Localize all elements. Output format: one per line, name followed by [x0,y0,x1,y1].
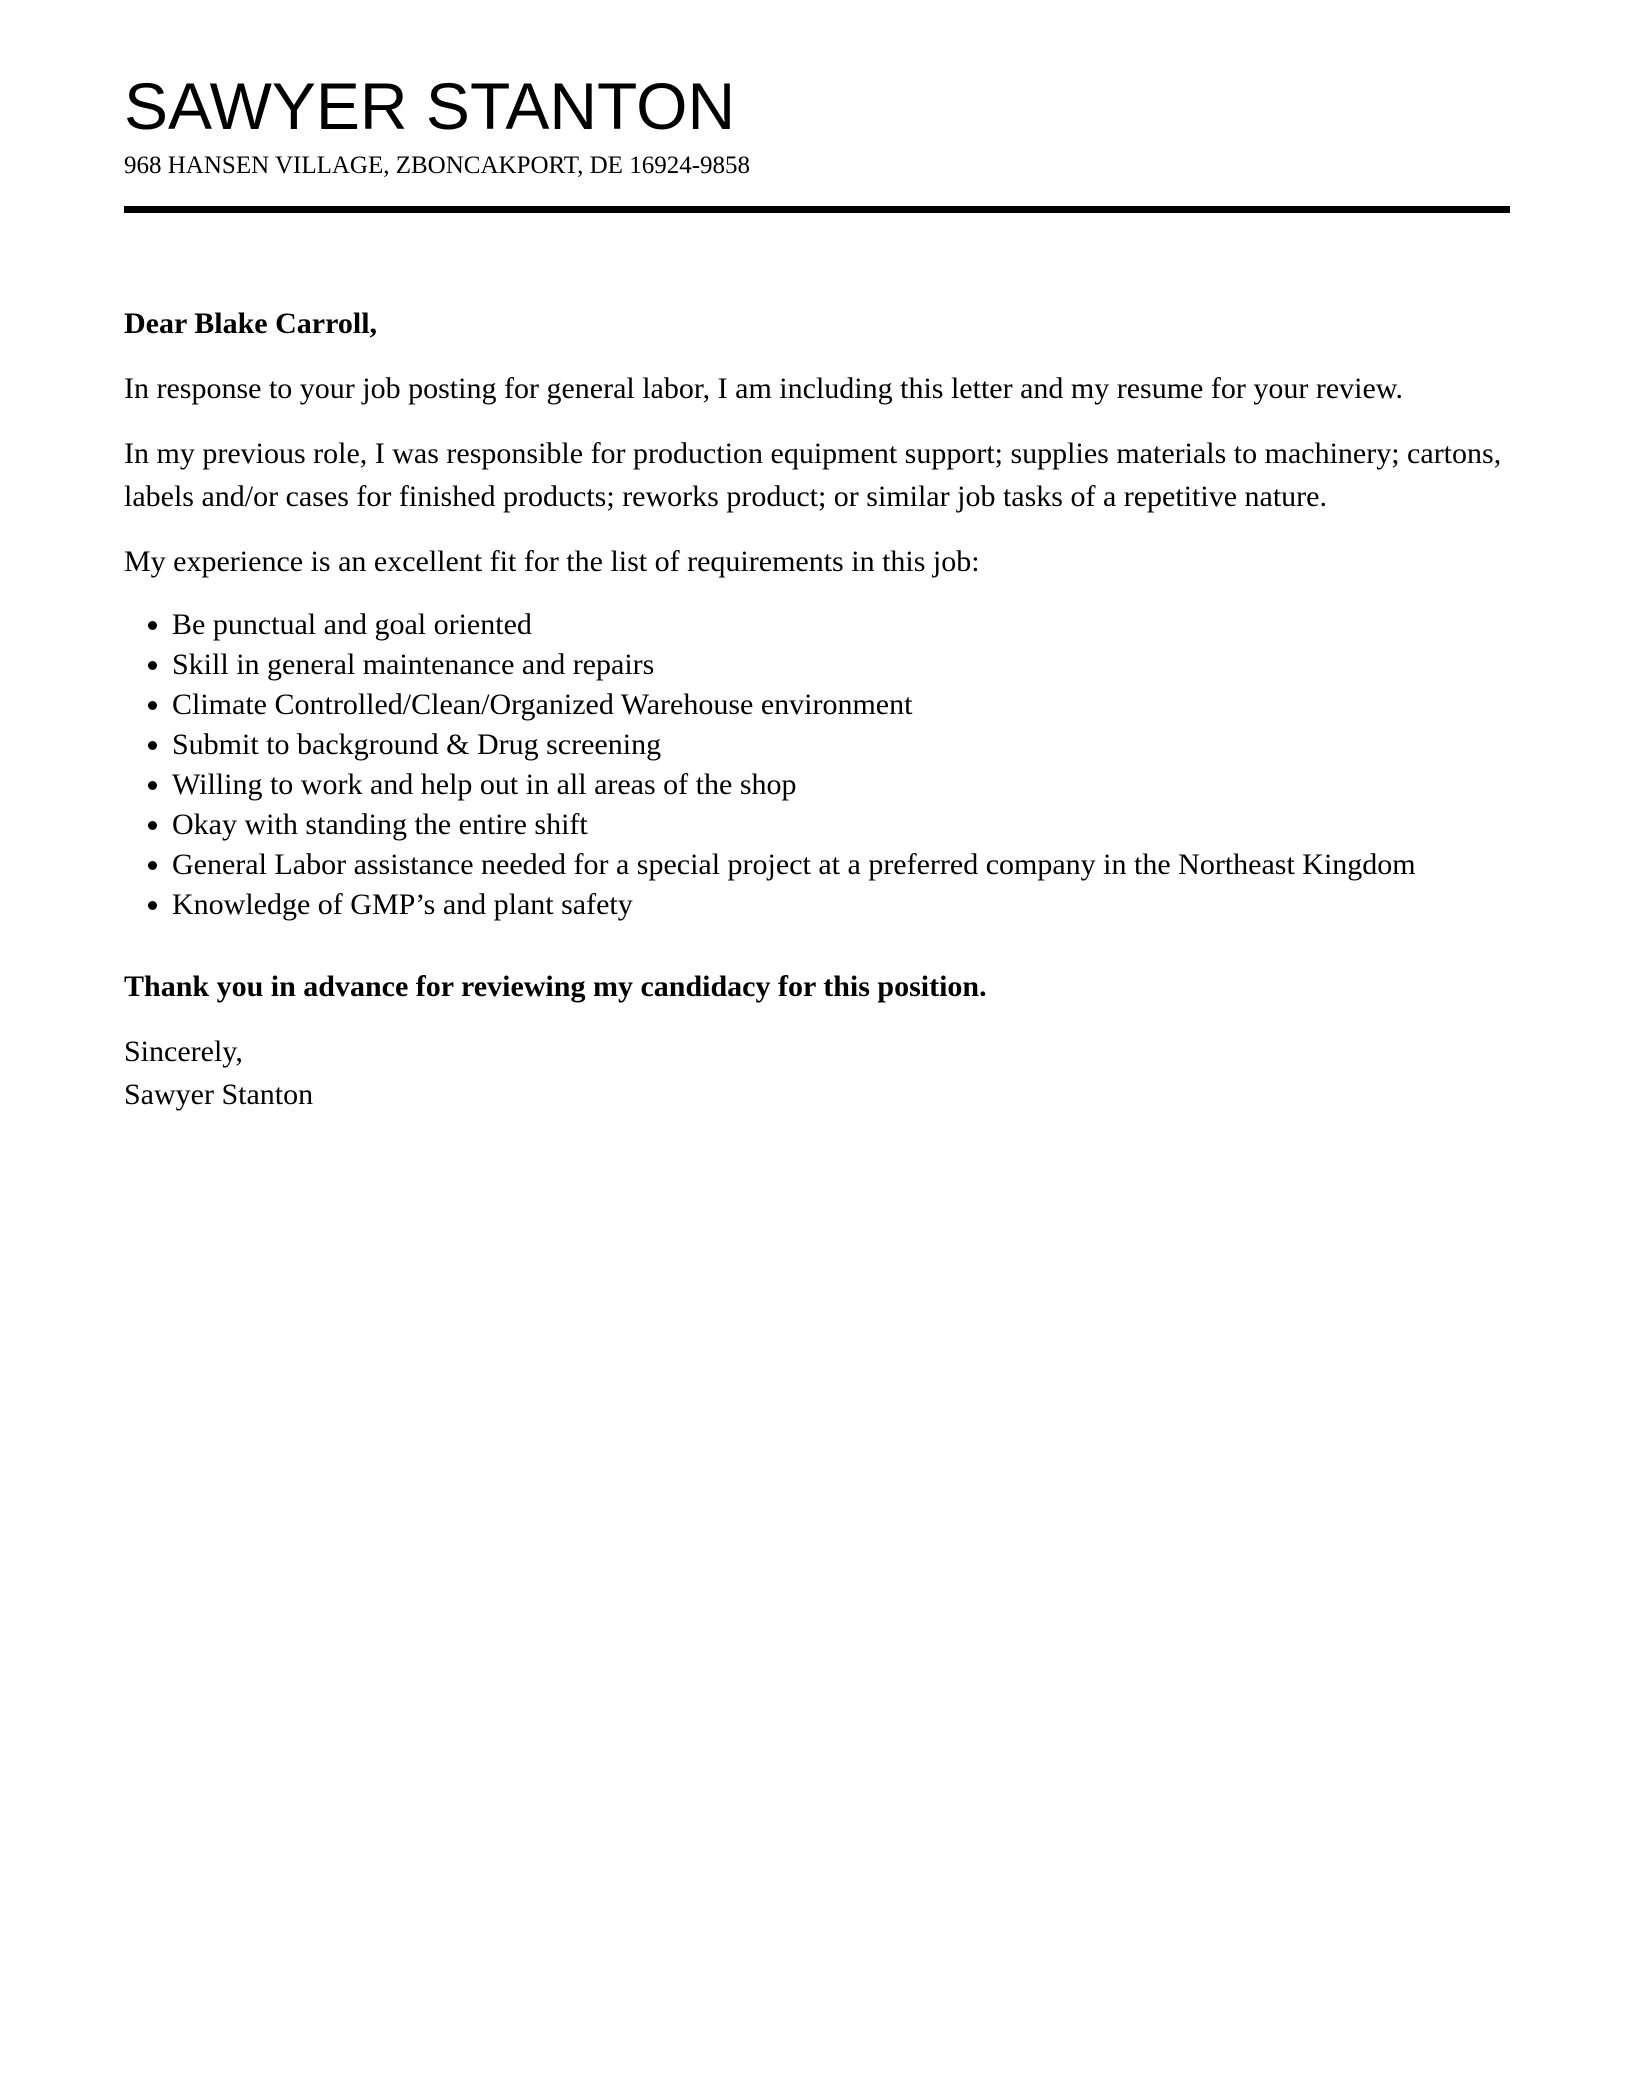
list-item: • Knowledge of GMP’s and plant safety [172,885,1510,925]
applicant-name: SAWYER STANTON [124,69,736,143]
letter-body [124,302,1510,1116]
list-item: • Climate Controlled/Clean/Organized Warehouse environment [172,685,1510,725]
closing: Sincerely, [124,1035,243,1068]
paragraph-previous-role: In my previous role, I was responsible for production equipment support; supplies materials to machinery; cartons, labels and/or cases for finished products; reworks product; or similar job tasks of a repetitive nature. [124,437,1502,513]
header-divider [124,206,1510,213]
requirements-list [124,605,1510,925]
list-item: • Willing to work and help out in all areas of the shop [172,765,1510,805]
list-item: • Be punctual and goal oriented [172,605,1510,645]
salutation: Dear Blake Carroll, [124,307,378,340]
list-item: • General Labor assistance needed for a special project at a preferred company in the Northeast Kingdom [172,845,1510,885]
list-item: • Okay with standing the entire shift [172,805,1510,845]
paragraph-requirements-lead: My experience is an excellent fit for the list of requirements in this job: [124,545,980,578]
list-item: • Skill in general maintenance and repairs [172,645,1510,685]
signature: Sawyer Stanton [124,1078,314,1111]
thank-you-line: Thank you in advance for reviewing my candidacy for this position. [124,970,987,1003]
applicant-address: 968 HANSEN VILLAGE, ZBONCAKPORT, DE 16924-9858 [124,152,751,179]
paragraph-intro: In response to your job posting for general labor, I am including this letter and my resume for your review. [124,372,1404,405]
list-item: • Submit to background & Drug screening [172,725,1510,765]
